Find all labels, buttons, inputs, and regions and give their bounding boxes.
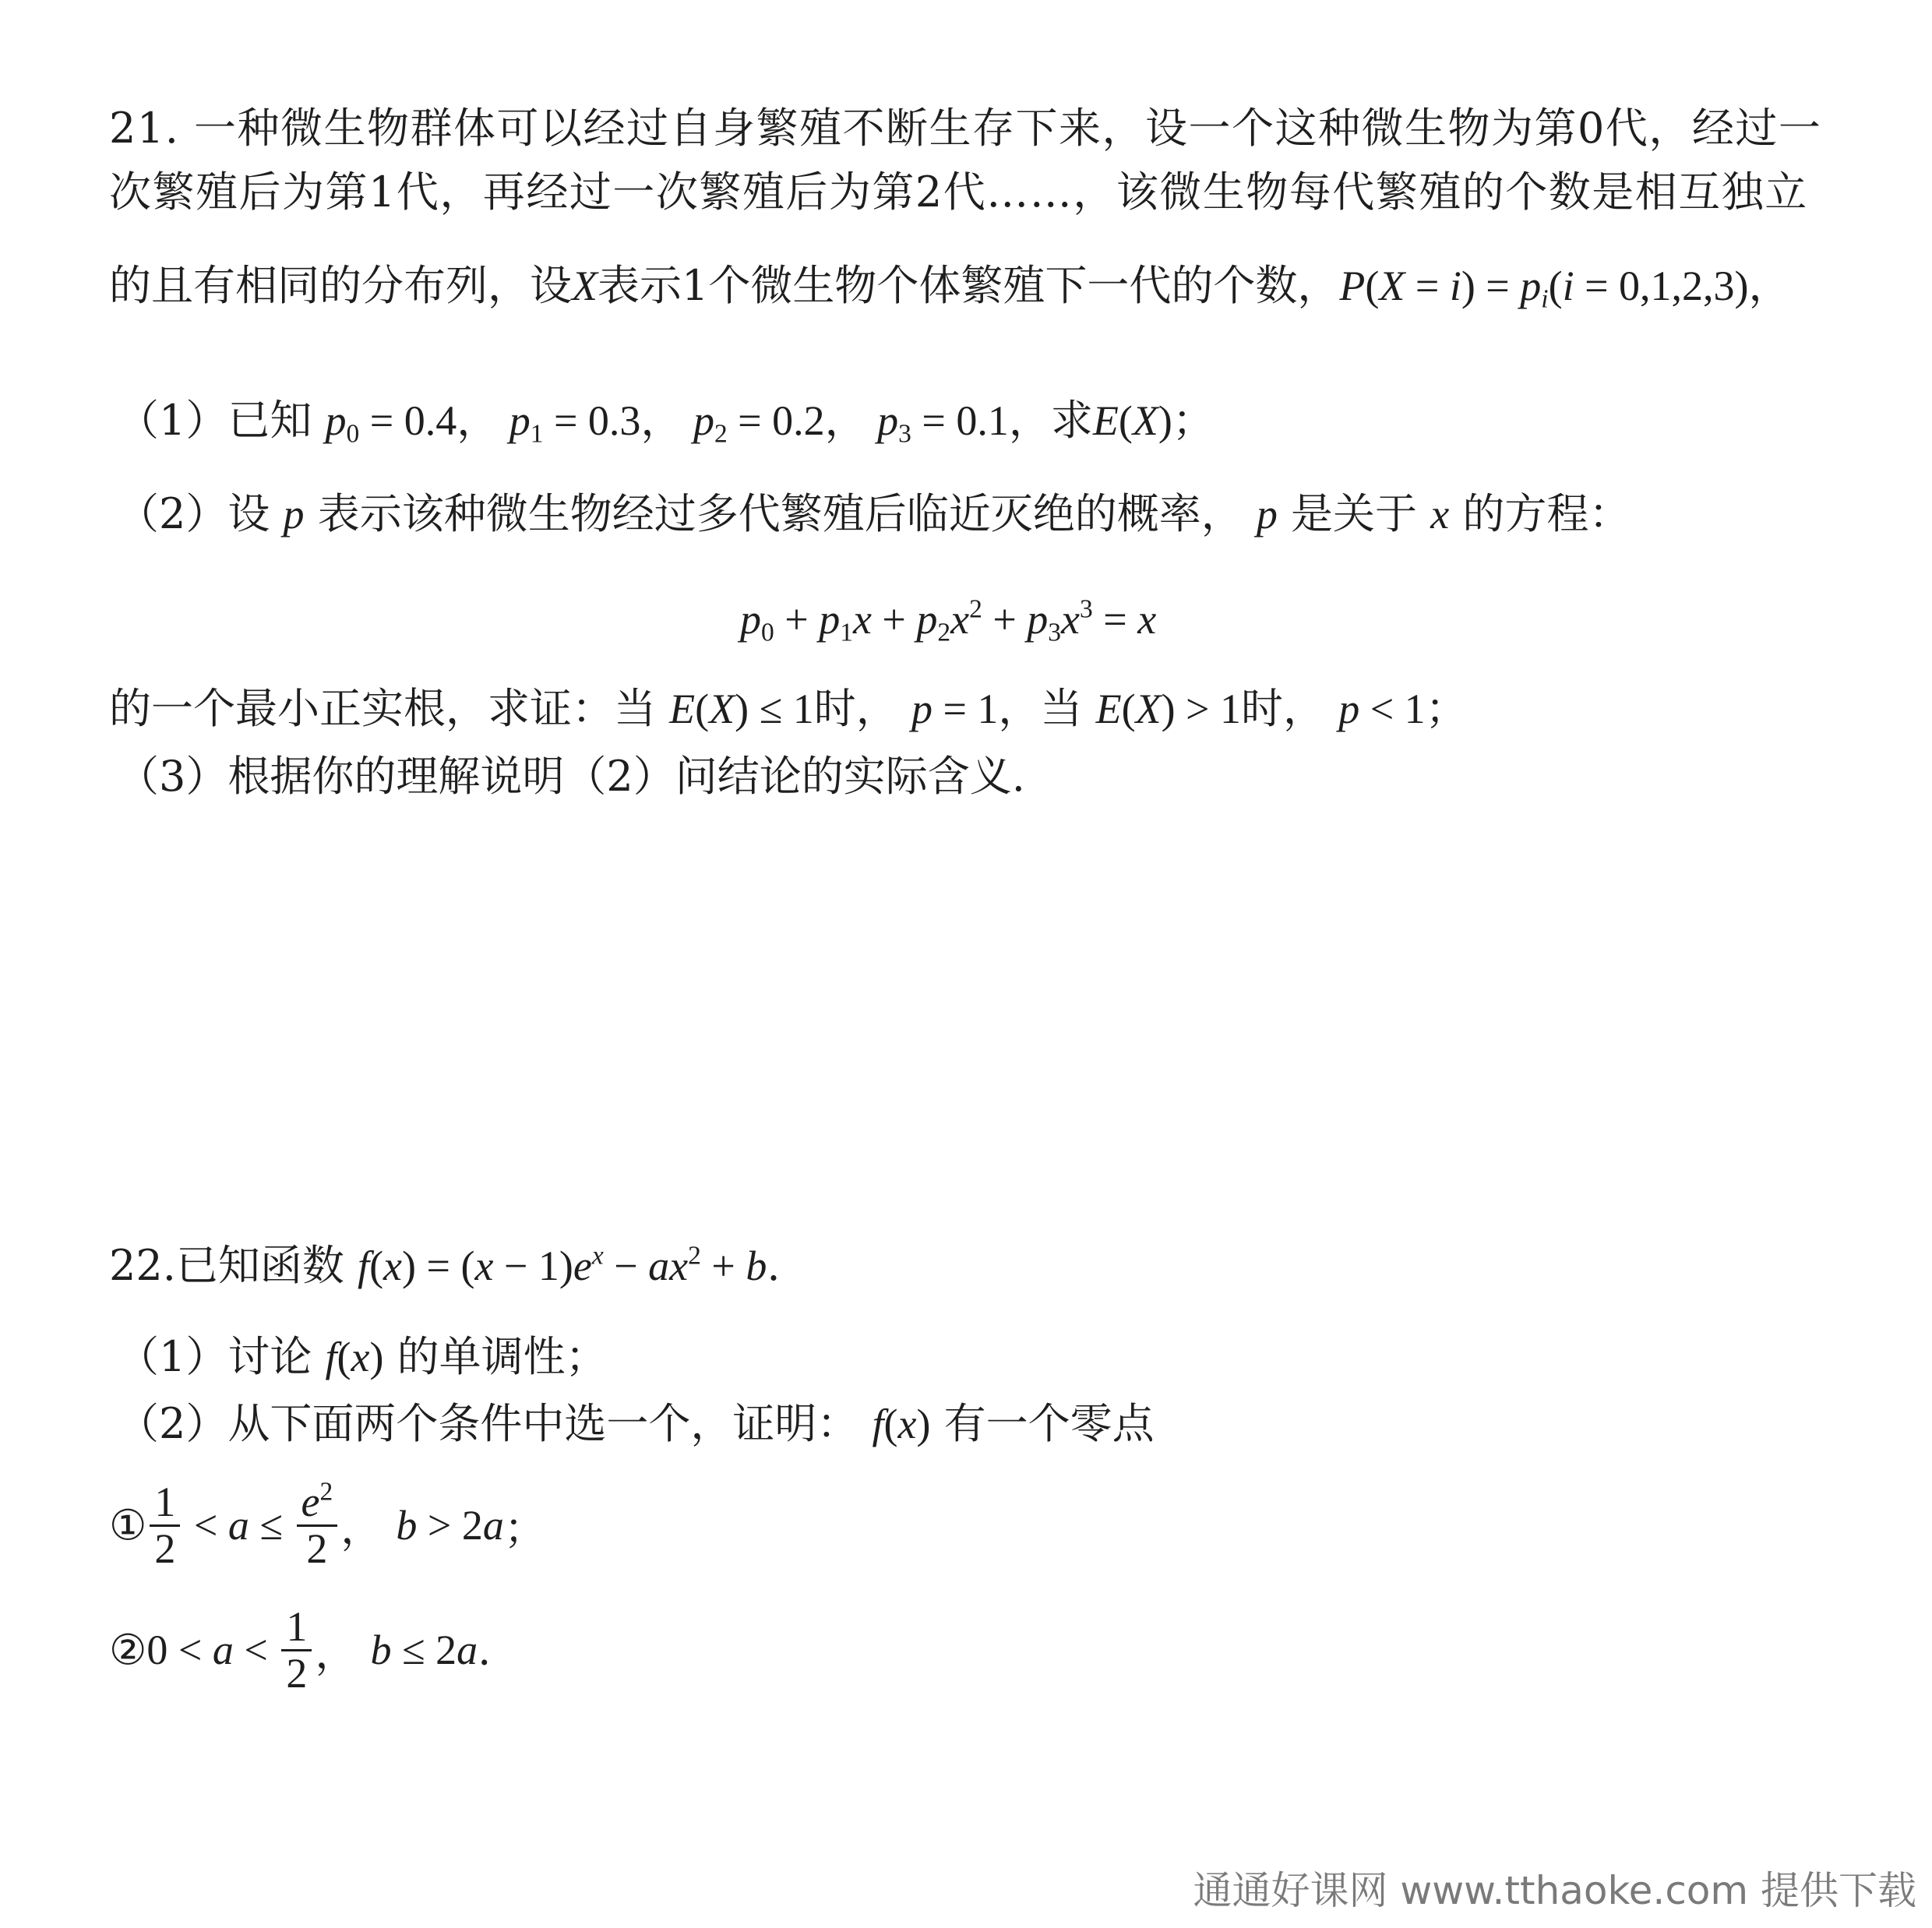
q21-line1: 21. 一种微生物群体可以经过自身繁殖不断生存下来，设一个这种微生物为第0代，经过一: [109, 104, 1822, 153]
q21-part2: （2）设 p 表示该种微生物经过多代繁殖后临近灭绝的概率， p 是关于 x 的方程：: [117, 489, 1631, 538]
q21-part2-cont: 的一个最小正实根，求证：当 E(X) ≤ 1时， p = 1，当 E(X) > 1时， p < 1；: [109, 684, 1468, 733]
q22-stem: 22.已知函数 $f(x) = (x - 1)e^x - ax^2 + b$.: [109, 1241, 781, 1290]
pmf-formula: $P(X = i) = p_i(i = 0,1,2,3)$，: [1339, 263, 1791, 314]
q21-line3: 的且有相同的分布列，设X表示1个微生物个体繁殖下一代的个数，$P(X = i) = p_i(i = 0,1,2,3)$，: [109, 261, 1791, 314]
q22-condition-2: ②0 < a < $\frac{1}{2}$ ， b ≤ 2a.: [109, 1603, 492, 1697]
fraction-e2-over-2: $\frac{e^2}{2}$: [297, 1480, 338, 1570]
q22-condition-1: ① $\frac{1}{2}$ < a ≤ $\frac{e^2}{2}$ ， b > 2a；: [109, 1477, 546, 1572]
q21-line2: 次繁殖后为第1代，再经过一次繁殖后为第2代……，该微生物每代繁殖的个数是相互独立: [109, 167, 1808, 217]
q21-part3: （3）根据你的理解说明（2）问结论的实际含义.: [117, 752, 1025, 801]
q22-part1: （1）讨论 f(x) 的单调性；: [117, 1332, 608, 1381]
q21-part1: （1）已知 $p_0 = 0.4$， $p_1 = 0.3$， $p_2 = 0.2$， $p_3 = 0.1$，求E(X)；: [117, 396, 1215, 449]
fraction-one-half: $\frac{1}{2}$: [150, 1480, 180, 1570]
q21-equation: $p_0 + p_1x + p_2x^2 + p_3x^3 = x$: [740, 594, 1157, 647]
fraction-one-half-2: $\frac{1}{2}$: [281, 1605, 312, 1695]
q22-part2: （2）从下面两个条件中选一个，证明： f(x) 有一个零点: [117, 1399, 1155, 1448]
watermark: 通通好课网 www.tthaoke.com 提供下载: [1193, 1868, 1916, 1913]
var-X: X: [572, 263, 598, 309]
